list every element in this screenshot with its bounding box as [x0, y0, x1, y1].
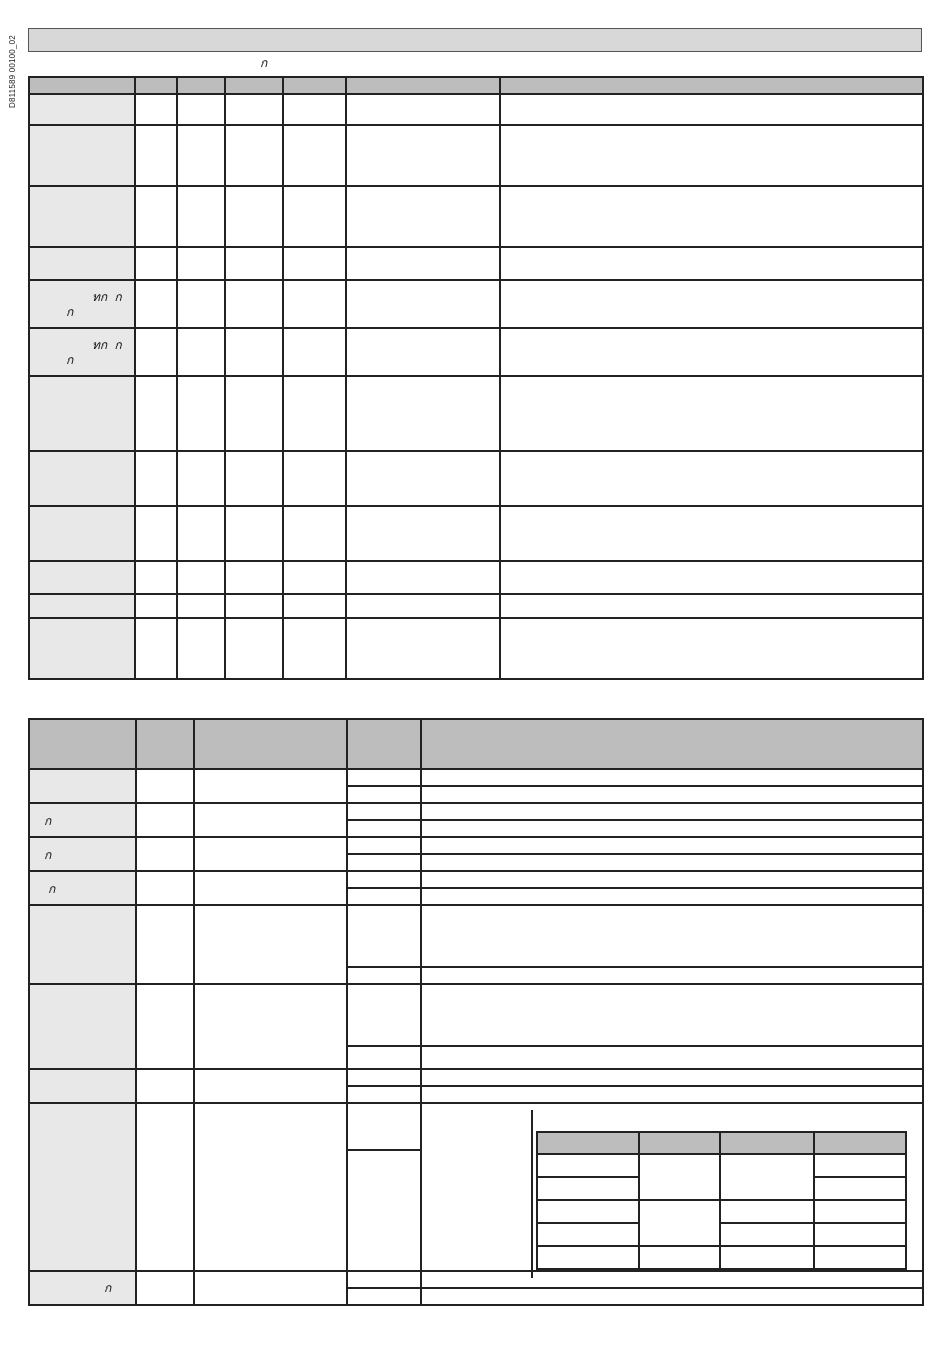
- table-row: [537, 1154, 906, 1177]
- section-title-bar: [28, 28, 922, 52]
- display-glyph: ก: [44, 848, 52, 862]
- col-header: [421, 719, 923, 769]
- table-row: [29, 280, 923, 328]
- display-glyph: ก: [66, 353, 74, 367]
- col-header: [29, 719, 136, 769]
- table-row: [29, 125, 923, 186]
- col-header: [500, 77, 923, 94]
- table-row: [29, 376, 923, 451]
- table-row: [29, 328, 923, 376]
- table-row: [29, 871, 923, 888]
- col-header: [29, 77, 135, 94]
- col-header: [346, 77, 500, 94]
- table-header-row: [29, 77, 923, 94]
- display-glyph: ก: [44, 814, 52, 828]
- table-row: [29, 803, 923, 820]
- table-row: [29, 984, 923, 1046]
- col-header: [177, 77, 225, 94]
- table-row: [537, 1246, 906, 1269]
- table-row: [29, 94, 923, 125]
- col-header: [135, 77, 177, 94]
- table-row: [29, 451, 923, 506]
- table-row: [29, 1271, 923, 1288]
- table-row: [29, 618, 923, 679]
- nested-table: [536, 1131, 907, 1270]
- display-glyph: ก: [66, 305, 74, 319]
- display-glyph: ทก ก: [92, 290, 122, 304]
- table-row: [29, 561, 923, 594]
- table-row: [29, 247, 923, 280]
- table-header-row: [537, 1132, 906, 1154]
- table-row: [29, 1069, 923, 1086]
- display-glyph: ก: [104, 1281, 112, 1295]
- col-header: [347, 719, 421, 769]
- table-row: [29, 769, 923, 786]
- display-glyph: ทก ก: [92, 338, 122, 352]
- table-row: [537, 1200, 906, 1223]
- col-header: [136, 719, 194, 769]
- table-row: [29, 905, 923, 967]
- cell-divider: [531, 1110, 533, 1278]
- col-header: [283, 77, 346, 94]
- table-row: [29, 594, 923, 618]
- parameter-table: [28, 76, 924, 680]
- table-header-row: [29, 719, 923, 769]
- col-header: [194, 719, 347, 769]
- document-code: D811589 00100_02: [8, 35, 17, 108]
- col-header: [225, 77, 283, 94]
- table-row: [29, 506, 923, 561]
- table-row: [29, 186, 923, 247]
- table-row: [29, 837, 923, 854]
- display-glyph: ก: [260, 56, 268, 70]
- display-glyph: ก: [48, 882, 56, 896]
- table-row: [537, 1223, 906, 1246]
